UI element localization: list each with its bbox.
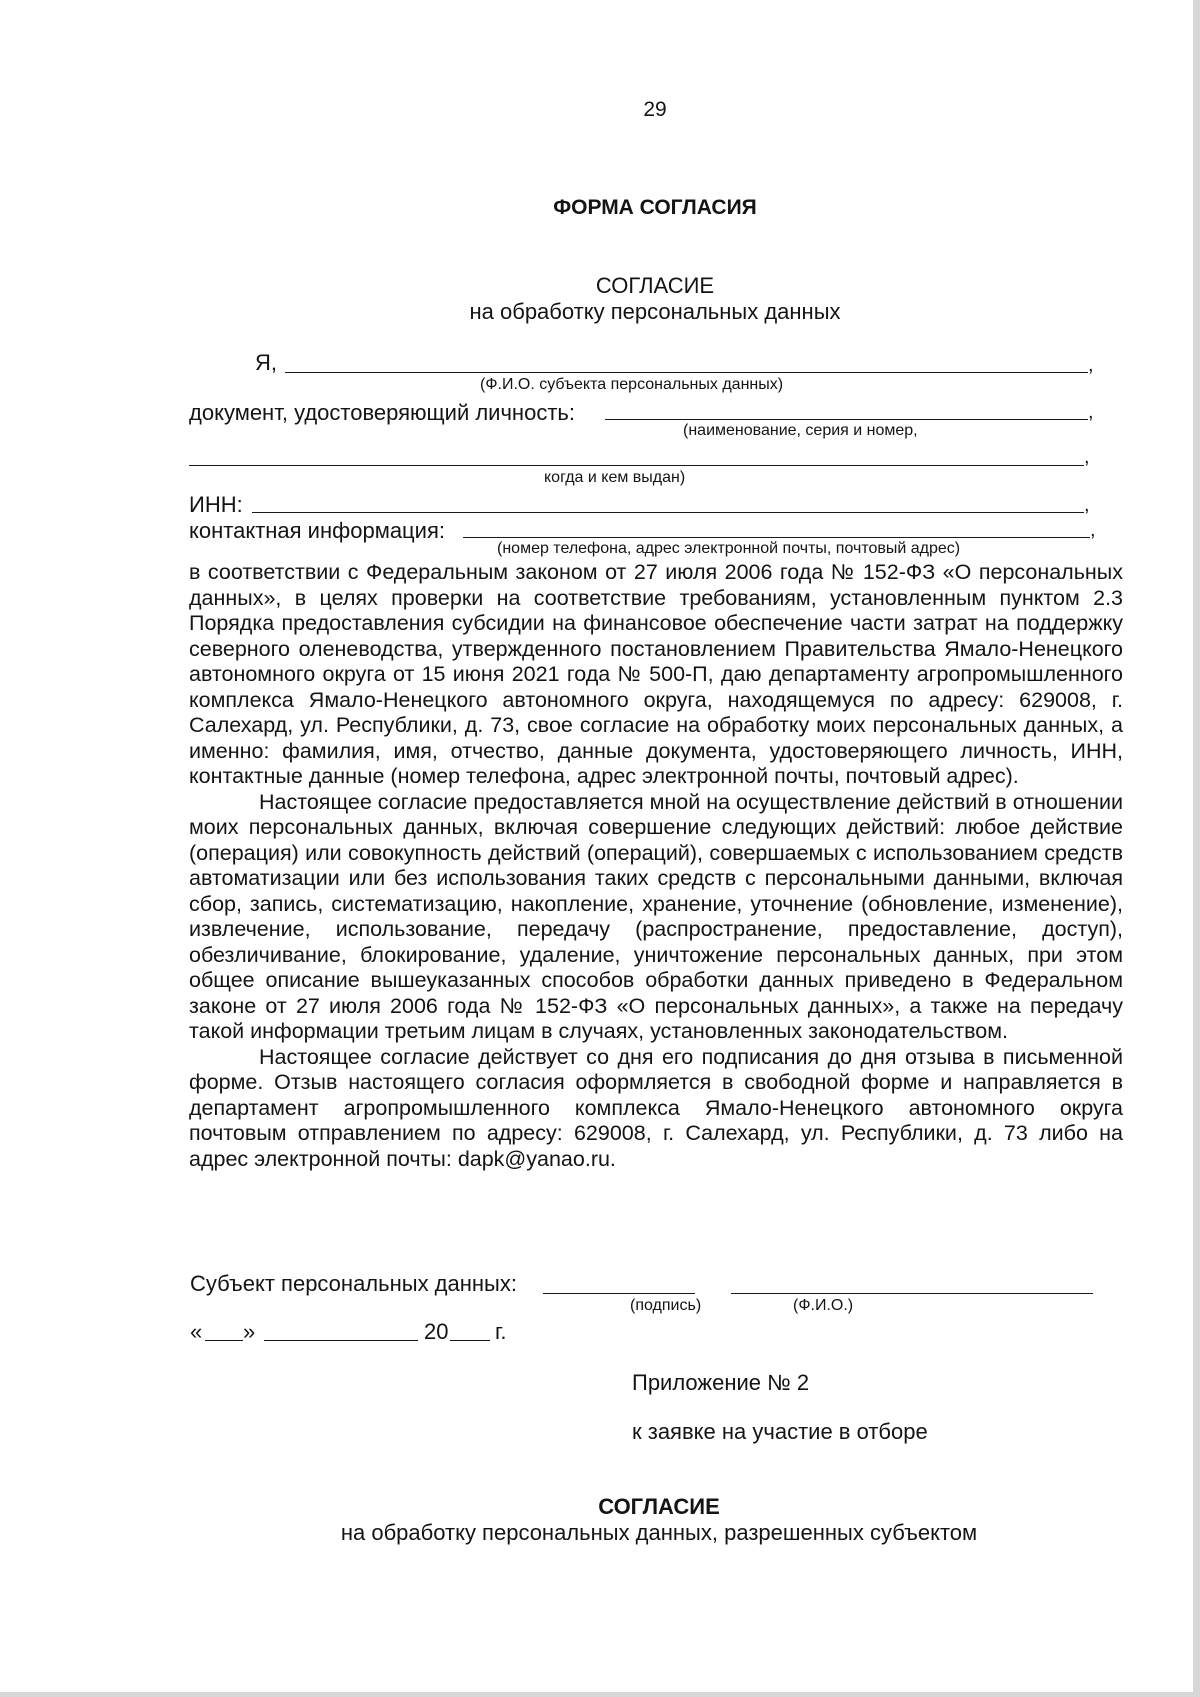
consent-2-subtitle: на обработку персональных данных, разрешенных субъектом	[340, 1520, 978, 1545]
page-bottom-edge	[0, 1692, 1200, 1697]
consent-2-title: СОГЛАСИЕ	[598, 1494, 720, 1519]
comma: ,	[1084, 446, 1090, 468]
document-issued-field[interactable]	[189, 465, 1084, 466]
comma: ,	[1088, 401, 1094, 423]
consent-subtitle: на обработку персональных данных	[469, 299, 841, 324]
contact-label: контактная информация:	[189, 518, 445, 543]
document-field[interactable]	[605, 419, 1088, 420]
contact-field[interactable]	[463, 537, 1090, 538]
document-hint-1: (наименование, серия и номер,	[683, 422, 918, 439]
comma: ,	[1088, 354, 1094, 376]
signature-fio-field[interactable]	[731, 1293, 1093, 1294]
date-day-field[interactable]	[205, 1340, 243, 1341]
date-year-field[interactable]	[450, 1340, 490, 1341]
signature-fio-hint: (Ф.И.О.)	[793, 1297, 854, 1314]
year-suffix: г.	[495, 1319, 507, 1344]
page-number: 29	[643, 98, 667, 121]
form-title: ФОРМА СОГЛАСИЯ	[553, 196, 757, 219]
signature-field[interactable]	[543, 1293, 695, 1294]
annex-subtitle: к заявке на участие в отборе	[632, 1419, 928, 1444]
date-month-field[interactable]	[264, 1340, 418, 1341]
paragraph-3: Настоящее согласие действует со дня его подписания до дня отзыва в письменной форме. Отзыв настоящего согласия оформляется в свободной форме и направляется в департамент агропромышленного комплекса Ямало-Ненецкого автономного округа почтовым отправлением по адресу: 629008, г. Салехард, ул. Республики, д. 73 либо на адрес электронной почты: dapk@yanao.ru.	[189, 1044, 1123, 1171]
comma: ,	[1084, 494, 1090, 516]
date-close-quote: »	[243, 1319, 256, 1344]
paragraph-1: в соответствии с Федеральным законом от 27 июля 2006 года № 152-ФЗ «О персональных данных», в целях проверки на соответствие требованиям, установленным пунктом 2.3 Порядка предоставления субсидии на финансовое обеспечение части затрат на поддержку северного оленеводства, утвержденного постановлением Правительства Ямало-Ненецкого автономного округа от 15 июня 2021 года № 500-П, даю департаменту агропромышленного комплекса Ямало-Ненецкого автономного округа, находящемуся по адресу: 629008, г. Салехард, ул. Республики, д. 73, свое согласие на обработку моих персональных данных, а именно: фамилия, имя, отчество, данные документа, удостоверяющего личность, ИНН, контактные данные (номер телефона, адрес электронной почты, почтовый адрес).	[189, 560, 1123, 788]
signature-hint: (подпись)	[630, 1297, 702, 1314]
ya-label: Я,	[255, 350, 277, 375]
paragraph-2: Настоящее согласие предоставляется мной на осуществление действий в отношении моих персональных данных, включая совершение следующих действий: любое действие (операция) или совокупность действий (операций), совершаемых с использованием средств автоматизации или без использования таких средств с персональными данными, включая сбор, запись, систематизацию, накопление, хранение, уточнение (обновление, изменение), извлечение, использование, передачу (распространение, предоставление, доступ), обезличивание, блокирование, удаление, уничтожение персональных данных, при этом общее описание вышеуказанных способов обработки данных приведено в Федеральном законе от 27 июля 2006 года № 152-ФЗ «О персональных данных», а также на передачу такой информации третьим лицам в случаях, установленных законодательством.	[189, 789, 1123, 1043]
document-label: документ, удостоверяющий личность:	[189, 400, 575, 425]
fio-hint: (Ф.И.О. субъекта персональных данных)	[480, 376, 784, 393]
comma: ,	[1090, 519, 1096, 541]
contact-hint: (номер телефона, адрес электронной почты, почтовый адрес)	[497, 540, 961, 557]
inn-label: ИНН:	[189, 492, 243, 517]
page-edge	[1193, 0, 1200, 1697]
subject-label: Субъект персональных данных:	[190, 1271, 517, 1296]
consent-title: СОГЛАСИЕ	[595, 273, 715, 298]
date-open-quote: «	[190, 1319, 203, 1344]
year-prefix: 20	[424, 1319, 449, 1344]
inn-field[interactable]	[252, 512, 1084, 513]
document-hint-2: когда и кем выдан)	[544, 469, 686, 486]
consent-body	[189, 560, 1123, 1172]
fio-field[interactable]	[285, 372, 1088, 373]
annex-title: Приложение № 2	[632, 1370, 810, 1395]
